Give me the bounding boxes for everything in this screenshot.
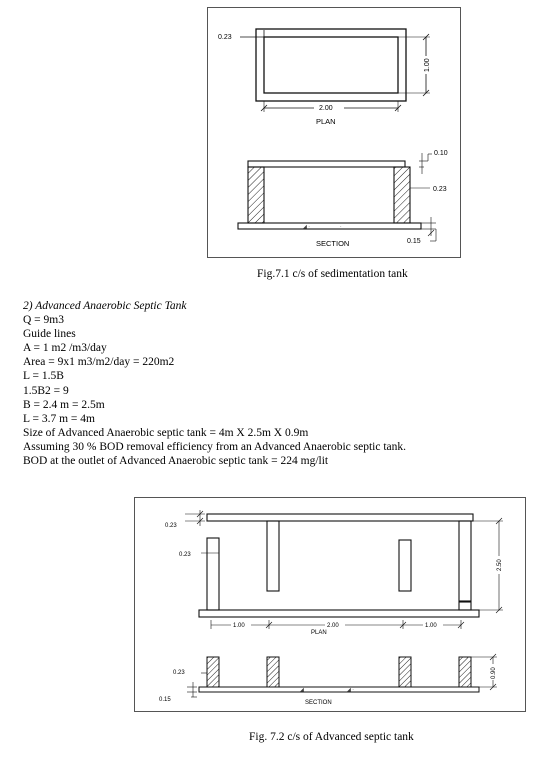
fig2-dim-top-wall: 0.23 [165, 523, 177, 529]
fig2-dim-mid-chamber: 2.00 [327, 623, 339, 629]
text-line: Assuming 30 % BOD removal efficiency from an Advanced Anaerobic septic tank. [23, 440, 407, 453]
fig1-plan-label: PLAN [316, 117, 336, 126]
fig1-dim-section-wall: 0.23 [433, 186, 447, 193]
advanced-septic-tank-drawing [135, 498, 525, 711]
fig2-dim-base: 0.15 [159, 697, 171, 703]
fig1-section-label: SECTION [316, 239, 350, 248]
svg-text:·: · [340, 224, 342, 230]
text-line: L = 3.7 m = 4m [23, 412, 95, 425]
text-line: A = 1 m2 /m3/day [23, 342, 107, 355]
text-line: Area = 9x1 m3/m2/day = 220m2 [23, 356, 175, 369]
fig1-dim-base: 0.15 [407, 238, 421, 245]
text-line: BOD at the outlet of Advanced Anaerobic septic tank = 224 mg/lit [23, 455, 329, 468]
fig2-dim-width: 2.50 [497, 559, 503, 571]
figure-sedimentation-tank [207, 7, 461, 258]
fig2-dim-depth: 0.90 [491, 667, 497, 679]
figure-advanced-septic-tank [134, 497, 526, 712]
fig1-dim-plan-wall: 0.23 [218, 34, 232, 41]
fig2-dim-left-chamber: 1.00 [233, 623, 245, 629]
design-calculation-text [23, 299, 543, 468]
sedimentation-tank-drawing [208, 8, 460, 257]
fig1-dim-plan-length: 2.00 [319, 105, 333, 112]
text-line: 1.5B2 = 9 [23, 384, 69, 397]
text-line: L = 1.5B [23, 370, 64, 383]
text-line: Q = 9m3 [23, 314, 64, 327]
text-line: Size of Advanced Anaerobic septic tank = 4m X 2.5m X 0.9m [23, 426, 309, 439]
svg-text:◢ ·: ◢ · [303, 224, 310, 230]
fig2-dim-inner-wall: 0.23 [179, 552, 191, 558]
fig1-dim-plan-width: 1.00 [424, 58, 431, 72]
fig1-dim-top-slab: 0.10 [434, 150, 448, 157]
figure1-caption: Fig.7.1 c/s of sedimentation tank [257, 268, 408, 280]
svg-text:◢: ◢ [300, 687, 304, 693]
fig2-plan-label: PLAN [311, 630, 327, 636]
fig2-section-label: SECTION [305, 700, 332, 706]
figure2-caption: Fig. 7.2 c/s of Advanced septic tank [249, 731, 414, 743]
section-heading: 2) Advanced Anaerobic Septic Tank [23, 300, 187, 312]
fig2-dim-right-chamber: 1.00 [425, 623, 437, 629]
text-line: B = 2.4 m = 2.5m [23, 398, 105, 411]
text-line: Guide lines [23, 328, 76, 341]
svg-text:◢ ·: ◢ · [347, 687, 354, 693]
fig2-dim-section-wall: 0.23 [173, 670, 185, 676]
